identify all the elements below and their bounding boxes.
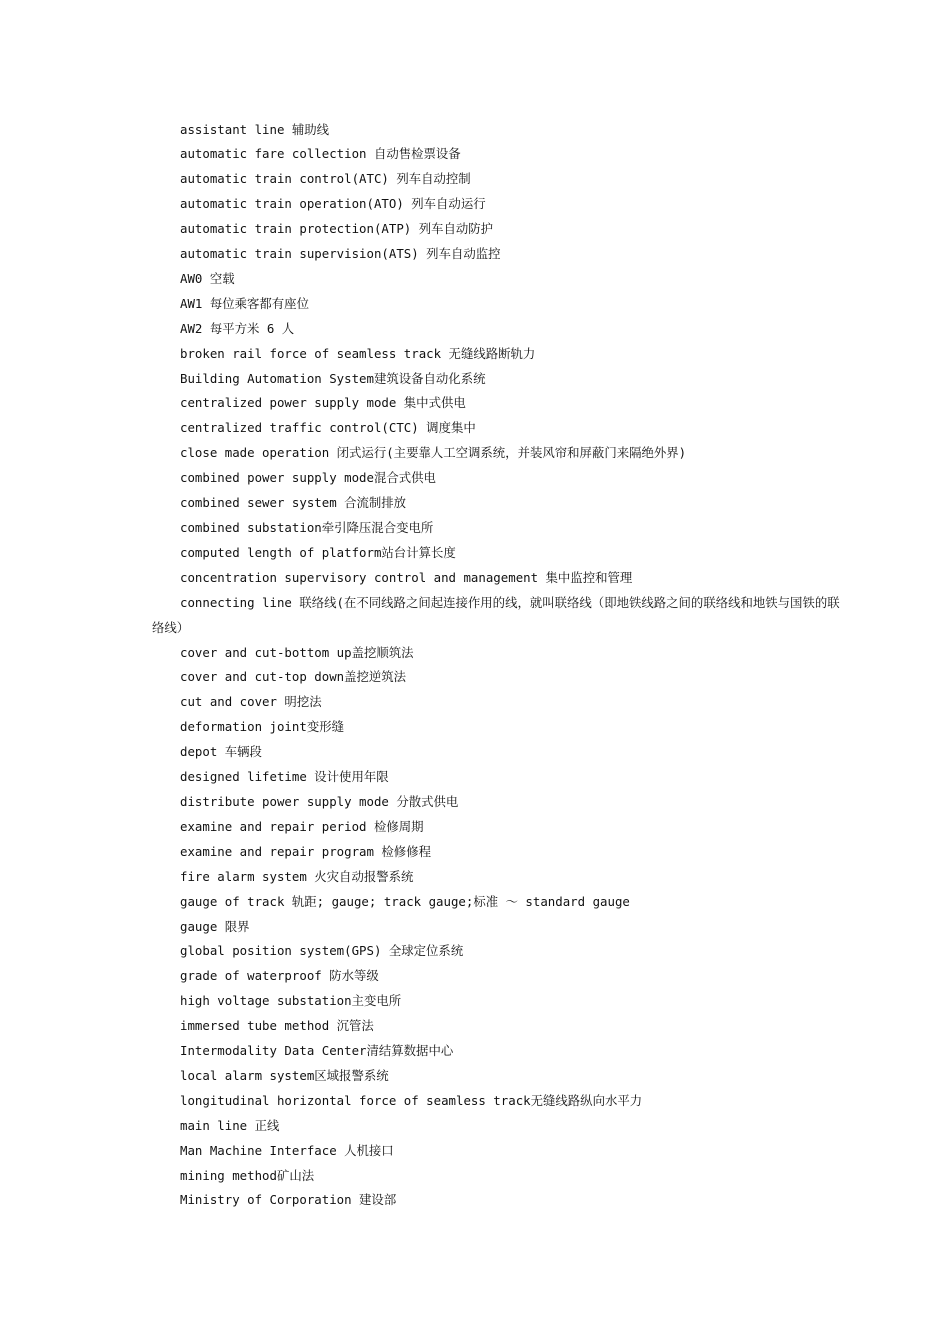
glossary-entry: automatic train protection(ATP) 列车自动防护: [180, 221, 494, 237]
glossary-entry: immersed tube method 沉管法: [180, 1018, 374, 1034]
glossary-entry: examine and repair program 检修修程: [180, 843, 431, 859]
glossary-entry: designed lifetime 设计使用年限: [180, 769, 389, 785]
glossary-entry: combined substation牵引降压混合变电所: [180, 520, 434, 535]
glossary-entry: automatic train control(ATC) 列车自动控制: [180, 171, 471, 187]
glossary-entry: broken rail force of seamless track 无缝线路断轨力: [180, 345, 536, 361]
glossary-entry: main line 正线: [180, 1117, 280, 1133]
glossary-entry: cover and cut-bottom up盖挖顺筑法: [180, 644, 414, 660]
glossary-entry: combined sewer system 合流制排放: [180, 495, 407, 511]
glossary-entry: close made operation 闭式运行(主要靠人工空调系统，并装风帘和屏蔽门来隔绝外界): [180, 445, 687, 461]
glossary-entry: local alarm system区域报警系统: [180, 1067, 389, 1083]
glossary-entry: grade of waterproof 防水等级: [180, 968, 379, 984]
glossary-entry: Man Machine Interface 人机接口: [180, 1142, 394, 1158]
glossary-entry: connecting line 联络线(在不同线路之间起连接作用的线，就叫联络线（即地铁线路之间的联络线和地铁与国铁的联络线）: [152, 594, 840, 635]
glossary-entry: computed length of platform站台计算长度: [180, 544, 456, 560]
glossary-entry: distribute power supply mode 分散式供电: [180, 793, 459, 809]
glossary-entry: combined power supply mode混合式供电: [180, 470, 436, 486]
glossary-entry: cut and cover 明挖法: [180, 694, 322, 710]
glossary-entry: deformation joint变形缝: [180, 719, 344, 735]
glossary-entry: Ministry of Corporation 建设部: [180, 1192, 397, 1208]
glossary-entry: Building Automation System建筑设备自动化系统: [180, 370, 486, 386]
glossary-entry: AW2 每平方米 6 人: [180, 320, 295, 336]
glossary-entry: fire alarm system 火灾自动报警系统: [180, 868, 414, 884]
glossary-entry: gauge 限界: [180, 918, 250, 934]
glossary-entry: high voltage substation主变电所: [180, 993, 402, 1009]
glossary-entry: cover and cut-top down盖挖逆筑法: [180, 669, 407, 685]
glossary-entry: gauge of track 轨距; gauge; track gauge;标准 ～ standard gauge: [180, 893, 630, 909]
glossary-entry: automatic train supervision(ATS) 列车自动监控: [180, 246, 501, 262]
glossary-entry: depot 车辆段: [180, 744, 262, 760]
glossary-entry: mining method矿山法: [180, 1167, 315, 1183]
glossary-entry: AW0 空载: [180, 270, 235, 286]
glossary-list: [152, 118, 842, 1214]
glossary-entry: concentration supervisory control and management 集中监控和管理: [180, 569, 633, 585]
glossary-entry: examine and repair period 检修周期: [180, 818, 424, 834]
glossary-entry: AW1 每位乘客都有座位: [180, 295, 309, 311]
glossary-entry: centralized traffic control(CTC) 调度集中: [180, 420, 476, 436]
glossary-entry: assistant line 辅助线: [180, 121, 330, 137]
glossary-entry: Intermodality Data Center清结算数据中心: [180, 1043, 454, 1059]
glossary-entry: global position system(GPS) 全球定位系统: [180, 943, 464, 959]
glossary-entry: longitudinal horizontal force of seamless track无缝线路纵向水平力: [180, 1092, 643, 1108]
glossary-entry: automatic fare collection 自动售检票设备: [180, 146, 461, 162]
glossary-entry: centralized power supply mode 集中式供电: [180, 395, 466, 411]
glossary-entry: automatic train operation(ATO) 列车自动运行: [180, 196, 486, 212]
